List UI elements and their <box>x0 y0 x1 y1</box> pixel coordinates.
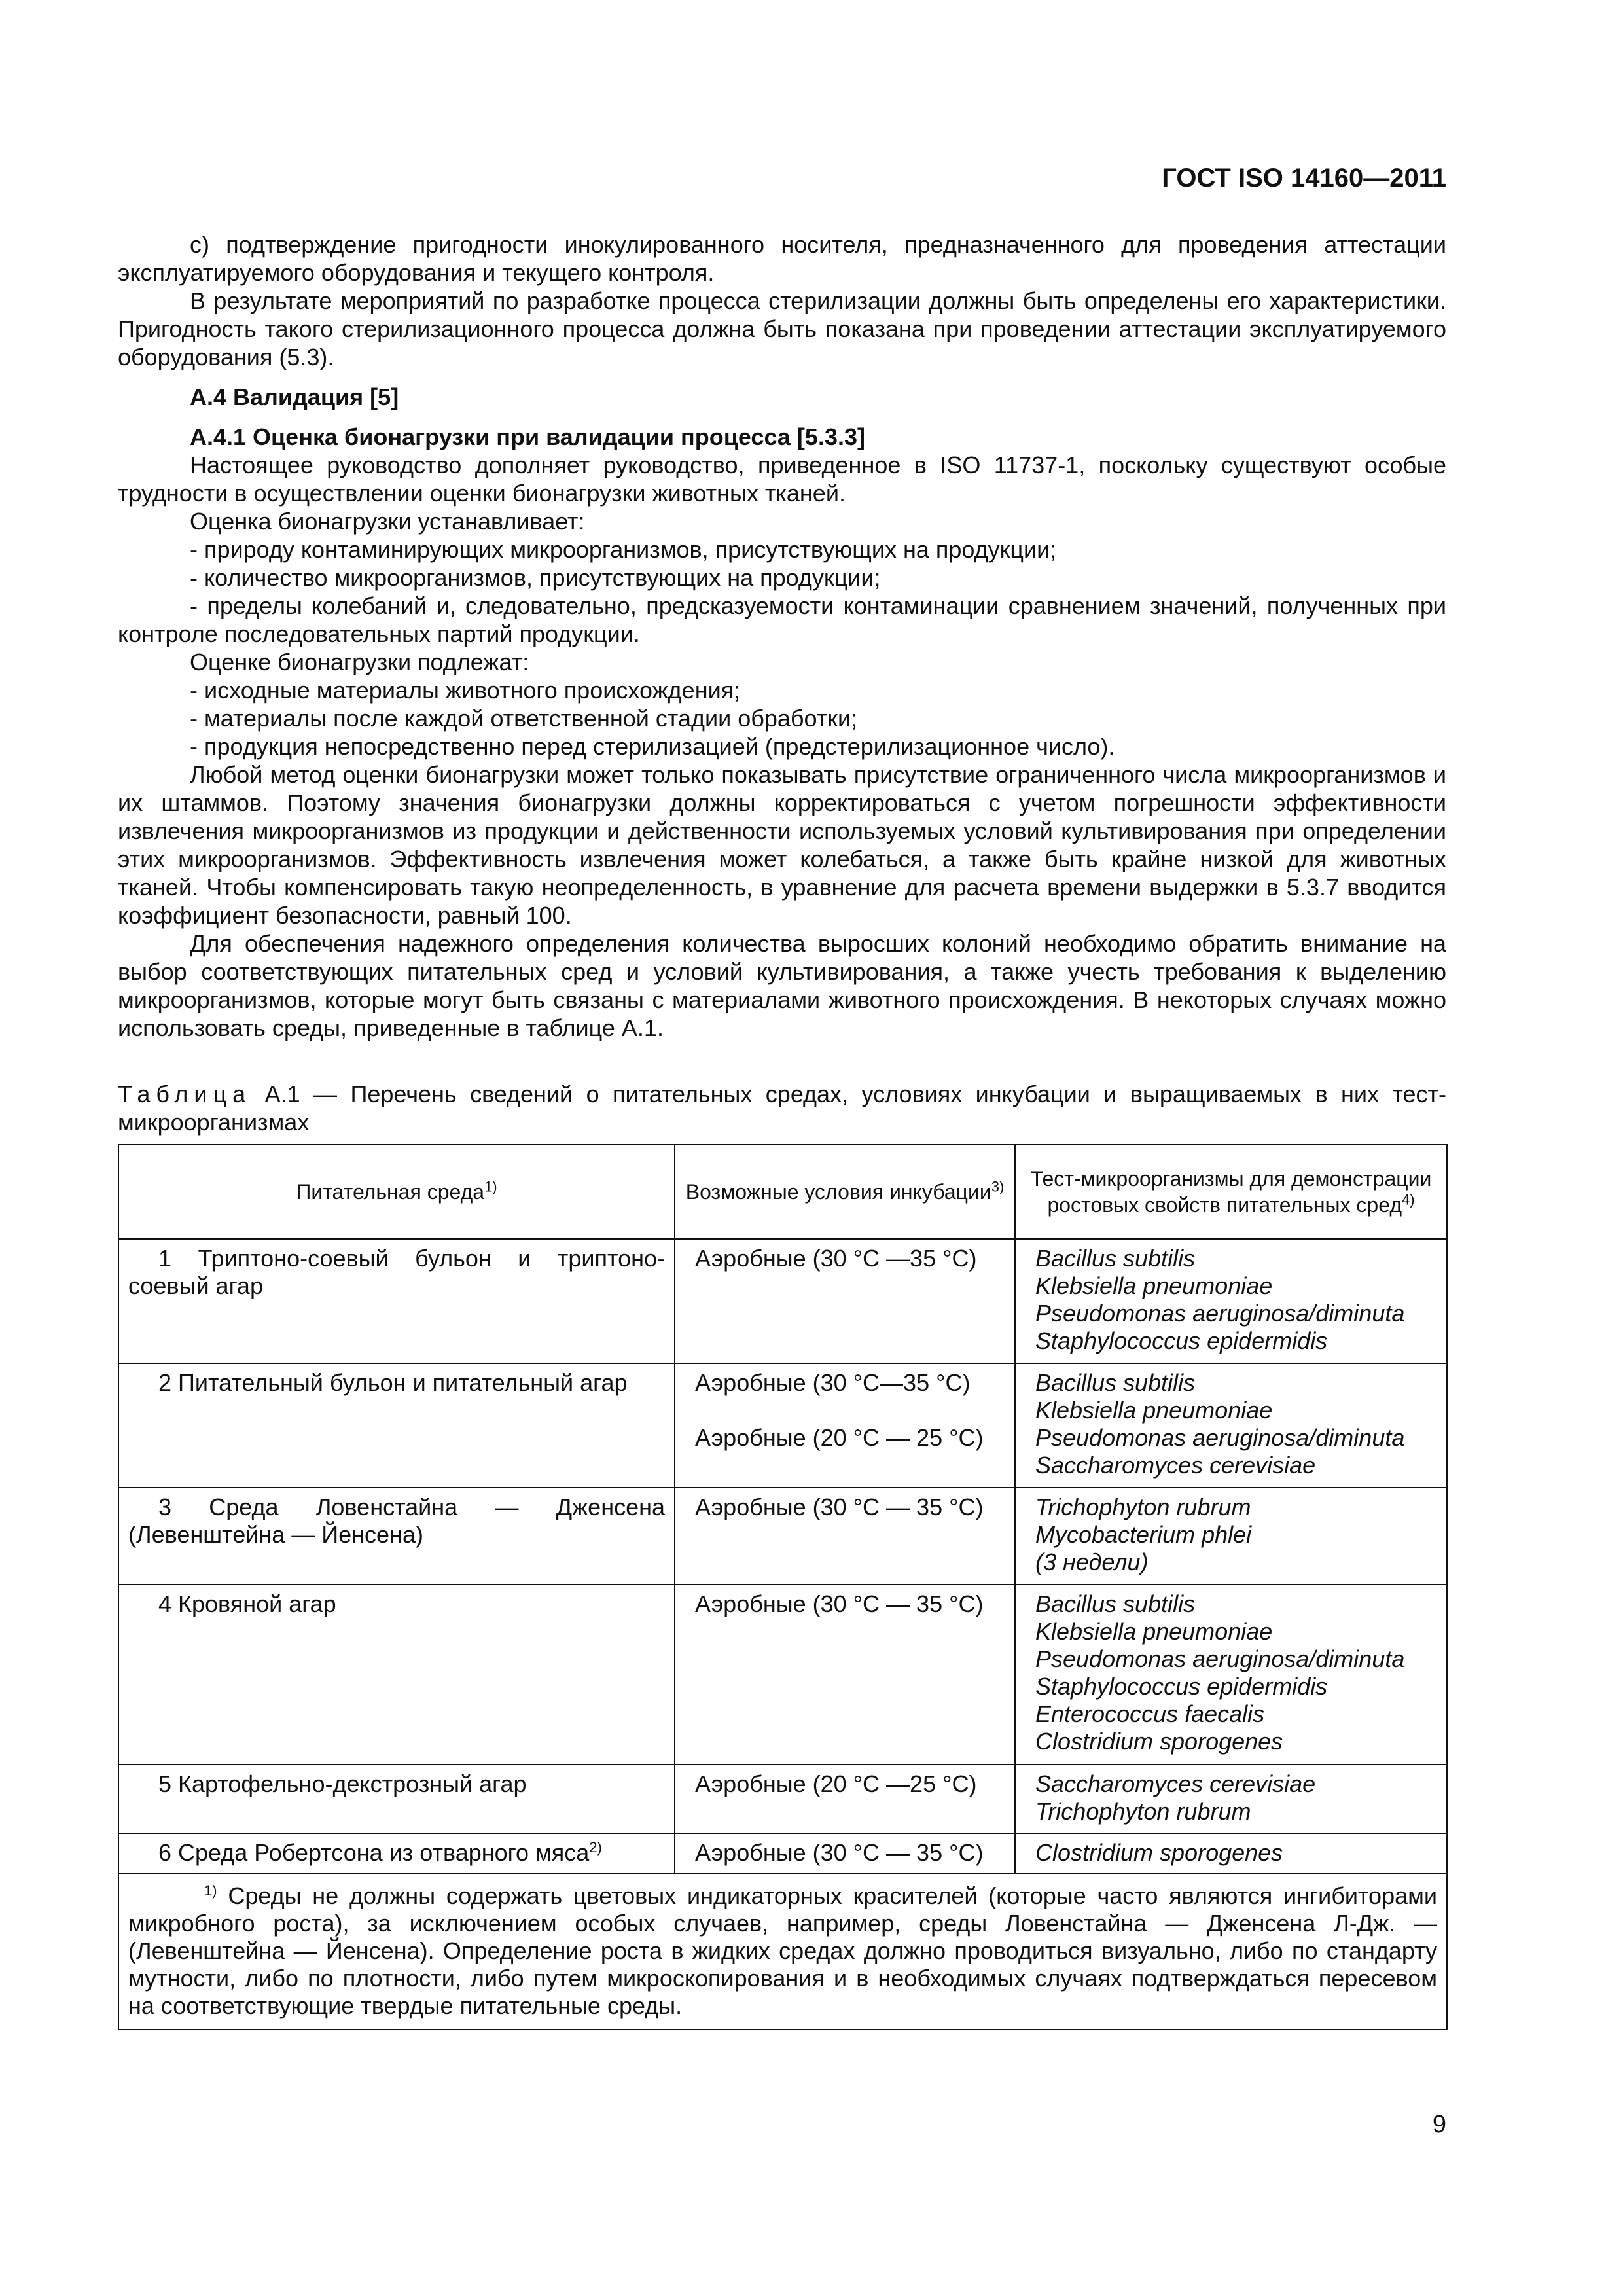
table-caption-text: А.1 — Перечень сведений о питательных средах, условиях инкубации и выращиваемых в них тест-микроорганизмах <box>118 1081 1446 1136</box>
document-page <box>118 0 1446 2296</box>
page-number: 9 <box>1432 2111 1446 2138</box>
table-caption-label: Таблица <box>118 1081 252 1107</box>
cell-medium: 5 Картофельно-декстрозный агар <box>118 1765 675 1833</box>
document-body <box>118 230 1446 2030</box>
header-conditions: Возможные условия инкубации$^{3)}$ <box>675 1145 1015 1239</box>
paragraph-guidance: Настоящее руководство дополняет руководство, приведенное в ISO 11737-1, поскольку существуют особые трудности в осуществлении оценки бионагрузки животных тканей. <box>118 452 1446 507</box>
cell-medium: 2 Питательный бульон и питательный агар <box>118 1363 675 1488</box>
list-item: - материалы после каждой ответственной стадии обработки; <box>190 705 858 732</box>
cell-conditions: Аэробные (30 °С —35 °С) <box>675 1239 1015 1363</box>
table-row <box>118 1363 1447 1488</box>
cell-conditions: Аэробные (20 °С —25 °С) <box>675 1765 1015 1833</box>
cell-medium: 3 Среда Ловенстайна — Дженсена (Левенштейна — Йенсена) <box>118 1488 675 1585</box>
table-caption <box>118 1080 1446 1136</box>
cell-medium: 4 Кровяной агар <box>118 1585 675 1765</box>
section-heading-a4: А.4 Валидация [5] <box>190 384 399 410</box>
media-table <box>118 1144 1448 2030</box>
list-item: - исходные материалы животного происхождения; <box>190 677 741 704</box>
paragraph-process-characteristics: В результате мероприятий по разработке процесса стерилизации должны быть определены его характеристики. Пригодность такого стерилизационного процесса должна быть показана при проведении аттестации эксплуатируемого оборудования (5.3). <box>118 287 1446 370</box>
cell-medium: 1 Триптоно-соевый бульон и триптоно-соевый агар <box>118 1239 675 1363</box>
table-row <box>118 1585 1447 1765</box>
header-organisms: Тест-микроорганизмы для демонстрации ростовых свойств питательных сред$^{4)}$ <box>1015 1145 1447 1239</box>
cell-organisms: Bacillus subtilis Klebsiella pneumoniae Pseudomonas aeruginosa/diminuta Saccharomyces cerevisiae <box>1015 1363 1447 1488</box>
table-row <box>118 1488 1447 1585</box>
cell-organisms: Bacillus subtilis Klebsiella pneumoniae Pseudomonas aeruginosa/diminuta Staphylococcus epidermidis <box>1015 1239 1447 1363</box>
cell-conditions: Аэробные (30 °С — 35 °С) <box>675 1585 1015 1765</box>
header-medium: Питательная среда$^{1)}$ <box>118 1145 675 1239</box>
list-item: - природу контаминирующих микроорганизмов, присутствующих на продукции; <box>190 536 1057 563</box>
paragraph-bioburden-establishes: Оценка бионагрузки устанавливает: <box>190 508 585 535</box>
cell-organisms: Trichophyton rubrum Mycobacterium phlei (3 недели) <box>1015 1488 1447 1585</box>
table-row <box>118 1239 1447 1363</box>
paragraph-bioburden-subjects: Оценке бионагрузки подлежат: <box>190 649 529 675</box>
cell-conditions: Аэробные (30 °С — 35 °С) <box>675 1833 1015 1874</box>
cell-conditions: Аэробные (30 °С—35 °С) Аэробные (20 °С — 25 °С) <box>675 1363 1015 1488</box>
list-item: - продукция непосредственно перед стерилизацией (предстерилизационное число). <box>190 733 1115 760</box>
cell-organisms: Bacillus subtilis Klebsiella pneumoniae Pseudomonas aeruginosa/diminuta Staphylococcus epidermidis Enterococcus faecalis Clostridium sporogenes <box>1015 1585 1447 1765</box>
paragraph-bioburden-method: Любой метод оценки бионагрузки может только показывать присутствие ограниченного числа микроорганизмов и их штаммов. Поэтому значения бионагрузки должны корректироваться с учетом погрешности эффективности извлечения микроорганизмов из продукции и действенности используемых условий культивирования при определении этих микроорганизмов. Эффективность извлечения может колебаться, а также быть крайне низкой для животных тканей. Чтобы компенсировать такую неопределенность, в уравнение для расчета времени выдержки в 5.3.7 вводится коэффициент безопасности, равный 100. <box>118 761 1446 929</box>
list-item: - пределы колебаний и, следовательно, предсказуемости контаминации сравнением значений, полученных при контроле последовательных партий продукции. <box>118 592 1446 647</box>
paragraph-item-c: с) подтверждение пригодности инокулированного носителя, предназначенного для проведения аттестации эксплуатируемого оборудования и текущего контроля. <box>118 231 1446 286</box>
list-item: - количество микроорганизмов, присутствующих на продукции; <box>190 564 881 591</box>
cell-organisms: Clostridium sporogenes <box>1015 1833 1447 1874</box>
table-footnote-row <box>118 1874 1447 2030</box>
table-header-row <box>118 1145 1447 1239</box>
cell-organisms: Saccharomyces cerevisiae Trichophyton rubrum <box>1015 1765 1447 1833</box>
table-row <box>118 1765 1447 1833</box>
document-header: ГОСТ ISO 14160—2011 <box>1162 164 1446 192</box>
paragraph-colony-count: Для обеспечения надежного определения количества выросших колоний необходимо обратить внимание на выбор соответствующих питательных сред и условий культивирования, а также учесть требования к выделению микроорганизмов, которые могут быть связаны с материалами животного происхождения. В некоторых случаях можно использовать среды, приведенные в таблице А.1. <box>118 930 1446 1041</box>
table-footnote: $^{1)}$ Среды не должны содержать цветовых индикаторных красителей (которые часто являются ингибиторами микробного роста), за исключением особых случаев, например, среды Ловенстайна — Дженсена Л-Дж. — (Левенштейна — Йенсена). Определение роста в жидких средах должно проводиться визуально, либо по стандарту мутности, либо по плотности, либо путем микроскопирования и в необходимых случаях подтверждаться пересевом на соответствующие твердые питательные среды. <box>118 1874 1447 2030</box>
cell-medium: 6 Среда Робертсона из отварного мяса$^{2)}$ <box>118 1833 675 1874</box>
section-heading-a41: А.4.1 Оценка бионагрузки при валидации процесса [5.3.3] <box>190 423 865 450</box>
table-row <box>118 1833 1447 1874</box>
cell-conditions: Аэробные (30 °С — 35 °С) <box>675 1488 1015 1585</box>
